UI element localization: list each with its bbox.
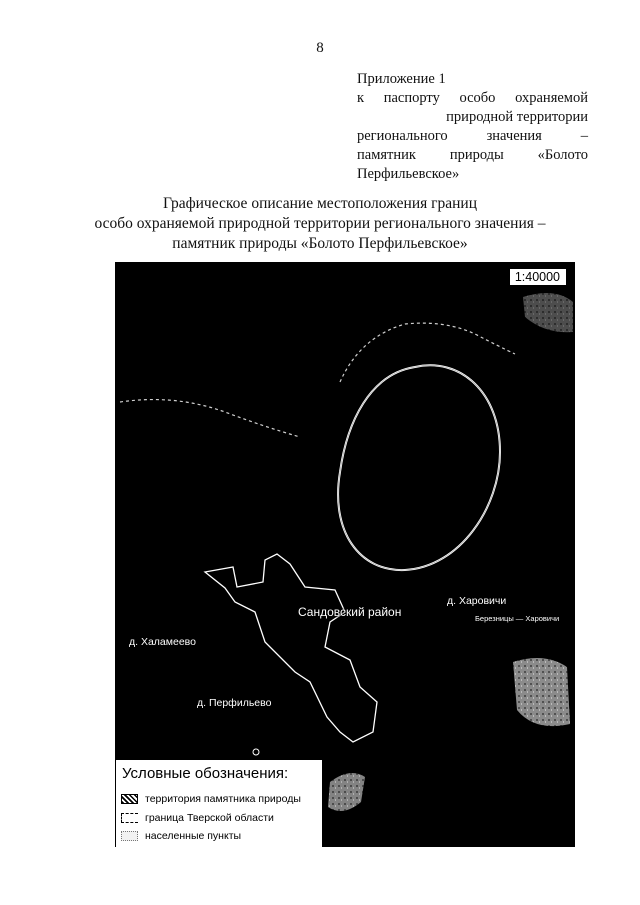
settlement-area <box>328 773 365 811</box>
document-heading <box>60 194 580 254</box>
settlement-area <box>513 658 570 726</box>
settlement-label-perfilyevo: д. Перфильево <box>197 697 272 709</box>
legend-item-label: населенные пункты <box>145 830 242 842</box>
legend-title: Условные обозначения: <box>122 765 289 782</box>
appendix-line: к паспорту особо охраняемой <box>357 90 588 106</box>
settlement-area <box>523 293 573 332</box>
heading-line: Графическое описание местоположения границ <box>162 195 478 212</box>
appendix-line: памятник природы «Болото <box>357 147 588 163</box>
settlement-label-khalameevo: д. Халамеево <box>129 636 196 648</box>
monument-boundary <box>338 365 500 570</box>
location-map <box>115 262 575 847</box>
map-legend <box>115 759 323 847</box>
map-scale: 1:40000 <box>509 268 567 286</box>
dotted-swatch-icon <box>121 831 138 841</box>
appendix-line: Перфильевское» <box>357 166 460 182</box>
page-number: 8 <box>316 40 324 56</box>
appendix-title: Приложение 1 <box>357 71 446 87</box>
settlement-label-kharovichi: д. Харовичи <box>447 595 507 607</box>
appendix-line: природной территории <box>446 109 588 125</box>
appendix-line: регионального значения – <box>357 128 588 144</box>
heading-line: особо охраняемой природной территории регионального значения – <box>94 215 546 232</box>
hatch-swatch-icon <box>121 794 138 804</box>
legend-item-label: граница Тверской области <box>145 812 274 824</box>
heading-line: памятник природы «Болото Перфильевское» <box>172 235 468 252</box>
legend-item-settlements <box>121 829 241 843</box>
legend-item-monument <box>121 792 301 806</box>
region-boundary <box>340 323 515 382</box>
settlement-outline <box>205 554 377 742</box>
dashed-line-swatch-icon <box>121 813 138 823</box>
road-label: Березницы — Харовичи <box>475 614 560 623</box>
legend-item-label: территория памятника природы <box>145 793 301 805</box>
legend-item-region-boundary <box>121 811 274 825</box>
region-boundary <box>120 400 300 437</box>
appendix-block <box>357 70 588 184</box>
district-label: Сандовский район <box>298 605 402 619</box>
monument-boundary <box>338 365 500 570</box>
